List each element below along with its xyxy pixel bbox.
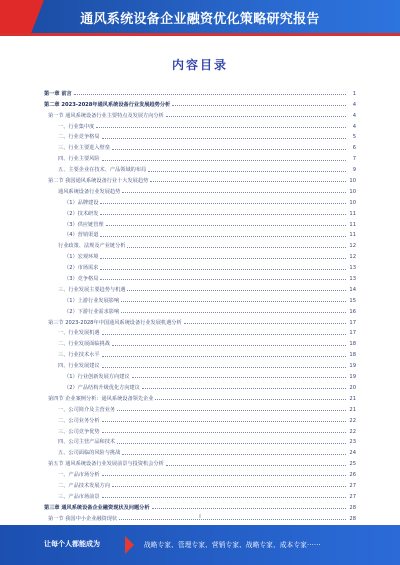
toc-entry[interactable]: [44, 402, 356, 413]
toc-leader-dots: [102, 432, 346, 433]
toc-leader-dots: [122, 454, 346, 455]
toc-entry[interactable]: [44, 184, 356, 195]
toc-entry-label: （4）营销渠道: [64, 232, 99, 239]
toc-entry-label: 三、行业发展主要趋势与机遇: [58, 286, 126, 293]
toc-entry-page: 17: [349, 330, 356, 337]
toc-entry-page: 13: [349, 276, 356, 283]
toc-entry-label: 四、公司主营产品和技术: [58, 439, 116, 446]
toc-entry[interactable]: [44, 435, 356, 446]
toc-entry-label: （1）上游行业发展影响: [64, 297, 120, 304]
toc-entry-label: 三、行业技术水平: [58, 352, 100, 359]
toc-entry-page: 7: [352, 156, 356, 163]
toc-entry-label: （2）市场需求: [64, 265, 99, 272]
toc-entry[interactable]: [44, 358, 356, 369]
toc-entry-label: 三、行业主要进入壁垒: [58, 145, 110, 152]
toc-entry[interactable]: [44, 195, 356, 206]
toc-entry[interactable]: [44, 108, 356, 119]
toc-entry-page: 28: [349, 515, 356, 522]
toc-entry[interactable]: [44, 86, 356, 97]
header-stripe: [0, 33, 400, 36]
toc-entry[interactable]: [44, 336, 356, 347]
toc-entry-label: 三、产品市场前景: [58, 493, 100, 500]
toc-entry-label: 一、公司简介及主营业务: [58, 406, 116, 413]
toc-leader-dots: [184, 323, 346, 324]
toc-entry-page: 27: [349, 482, 356, 489]
toc-entry[interactable]: [44, 478, 356, 489]
toc-leader-dots: [112, 345, 346, 346]
toc-entry[interactable]: [44, 162, 356, 173]
toc-entry-label: 第三节 2023-2028年中国通风系统设备行业发展机遇分析: [48, 319, 182, 326]
toc-entry[interactable]: [44, 500, 356, 511]
toc-entry-page: 18: [349, 341, 356, 348]
toc-entry[interactable]: [44, 271, 356, 282]
toc-entry-label: 四、行业主要风险: [58, 156, 100, 163]
toc-entry-label: 第一节 通风系统设备行业主要特点及发展方向分析: [48, 112, 164, 119]
toc-entry-page: 11: [349, 210, 356, 217]
toc-entry-label: 二、行业竞争格局: [58, 134, 100, 141]
toc-entry-page: 15: [349, 297, 356, 304]
toc-entry-label: 二、公司业务分析: [58, 417, 100, 424]
toc-entry[interactable]: [44, 326, 356, 337]
toc-leader-dots: [166, 465, 346, 466]
toc-entry[interactable]: [44, 424, 356, 435]
toc-entry-page: 11: [349, 221, 356, 228]
toc-entry[interactable]: [44, 315, 356, 326]
toc-heading: 内容目录: [171, 58, 228, 72]
toc-leader-dots: [102, 334, 346, 335]
toc-entry-label: （2）下游行业需求影响: [64, 308, 120, 315]
toc-leader-dots: [122, 192, 346, 193]
toc-entry[interactable]: [44, 413, 356, 424]
toc-entry-page: 5: [352, 134, 356, 141]
toc-entry-page: 26: [349, 472, 356, 479]
toc-entry-label: 行业政策、法规及产业链分析: [58, 243, 126, 250]
toc-entry[interactable]: [44, 140, 356, 151]
toc-entry[interactable]: [44, 282, 356, 293]
toc-entry-page: 19: [349, 363, 356, 370]
toc-entry-page: 14: [349, 286, 356, 293]
toc-leader-dots: [152, 508, 346, 509]
toc-entry-label: 二、产品技术发展方向: [58, 482, 110, 489]
toc-entry[interactable]: [44, 380, 356, 391]
report-title: 通风系统设备企业融资优化策略研究报告: [80, 12, 320, 27]
toc-entry-label: 一、产品市场分析: [58, 472, 100, 479]
table-of-contents: [44, 86, 356, 522]
page-number: I: [199, 514, 201, 520]
toc-entry-label: 通风系统设备行业发展趋势: [58, 188, 121, 195]
toc-entry-page: 22: [349, 428, 356, 435]
toc-entry[interactable]: [44, 249, 356, 260]
toc-leader-dots: [166, 116, 346, 117]
toc-leader-dots: [127, 247, 346, 248]
toc-entry-label: （3）竞争格局: [64, 276, 99, 283]
toc-entry-page: 12: [349, 254, 356, 261]
toc-entry-page: 17: [349, 319, 356, 326]
toc-entry-label: 第二节 我国通风系统设备行业十大发展趋势: [48, 178, 149, 185]
toc-entry[interactable]: [44, 489, 356, 500]
toc-entry-label: （1）宏观环境: [64, 254, 99, 261]
toc-entry-page: 21: [349, 406, 356, 413]
toc-entry-label: 三、公司竞争优势: [58, 428, 100, 435]
toc-leader-dots: [117, 443, 346, 444]
toc-entry-page: 19: [349, 374, 356, 381]
toc-entry[interactable]: [44, 217, 356, 228]
toc-leader-dots: [148, 171, 346, 172]
toc-leader-dots: [127, 290, 346, 291]
toc-entry-page: 18: [349, 352, 356, 359]
toc-entry-page: 10: [349, 178, 356, 185]
toc-entry-page: 12: [349, 243, 356, 250]
toc-entry-page: 11: [349, 232, 356, 239]
toc-entry-page: 9: [352, 167, 356, 174]
toc-leader-dots: [150, 181, 346, 182]
toc-leader-dots: [142, 388, 346, 389]
toc-leader-dots: [102, 421, 346, 422]
toc-leader-dots: [102, 497, 346, 498]
toc-entry-page: 4: [352, 101, 356, 108]
toc-entry-label: 第三章 通风系统设备企业融资现状及问题分析: [44, 504, 150, 511]
toc-entry-label: （1）品牌建设: [64, 199, 99, 206]
toc-entry[interactable]: [44, 456, 356, 467]
toc-entry[interactable]: [44, 228, 356, 239]
toc-entry-page: 16: [349, 308, 356, 315]
toc-entry[interactable]: [44, 445, 356, 456]
toc-entry-page: 25: [349, 461, 356, 468]
toc-entry-label: （1）行业创新发展方向建议: [64, 374, 130, 381]
toc-entry-label: 第五节 通风系统设备行业发展前景与投资机会分析: [48, 461, 164, 468]
toc-leader-dots: [112, 149, 346, 150]
toc-entry[interactable]: [44, 369, 356, 380]
toc-entry[interactable]: [44, 238, 356, 249]
toc-entry-label: 第一章 前言: [44, 90, 72, 97]
report-header: [0, 0, 400, 36]
toc-entry-label: （2）技术研发: [64, 210, 99, 217]
toc-leader-dots: [112, 486, 346, 487]
toc-leader-dots: [102, 367, 346, 368]
toc-entry-page: 4: [352, 123, 356, 130]
toc-entry[interactable]: [44, 206, 356, 217]
toc-entry-page: 24: [349, 450, 356, 457]
toc-leader-dots: [96, 127, 346, 128]
toc-entry-label: 五、主要企业在技术、产品领域的布局: [58, 167, 147, 174]
toc-entry[interactable]: [44, 130, 356, 141]
toc-entry-label: （2）产品结构升级优化方向建议: [64, 384, 140, 391]
toc-entry-label: 五、公司面临的风险与挑战: [58, 450, 121, 457]
toc-leader-dots: [102, 356, 346, 357]
toc-entry-label: （3）供应链管理: [64, 221, 104, 228]
toc-leader-dots: [74, 94, 346, 95]
toc-entry-label: 一、行业集中度: [58, 123, 95, 130]
toc-leader-dots: [172, 105, 346, 106]
toc-entry[interactable]: [44, 173, 356, 184]
toc-leader-dots: [100, 203, 346, 204]
toc-leader-dots: [121, 301, 346, 302]
toc-entry-page: 22: [349, 417, 356, 424]
arrow-right-icon: [125, 536, 134, 554]
toc-entry-label: 第四节 企业案例分析：通风系统设备领先企业: [48, 395, 154, 402]
toc-entry-page: 20: [349, 384, 356, 391]
toc-entry-page: 1: [352, 90, 356, 97]
toc-leader-dots: [121, 312, 346, 313]
toc-entry[interactable]: [44, 119, 356, 130]
toc-entry-page: 10: [349, 188, 356, 195]
toc-entry-page: 21: [349, 395, 356, 402]
toc-entry-page: 6: [352, 145, 356, 152]
toc-leader-dots: [155, 399, 346, 400]
toc-entry[interactable]: [44, 151, 356, 162]
toc-entry-label: 二、行业发展面临挑战: [58, 341, 110, 348]
toc-leader-dots: [102, 160, 346, 161]
toc-entry-label: 一、行业发展机遇: [58, 330, 100, 337]
toc-leader-dots: [100, 214, 346, 215]
toc-leader-dots: [100, 279, 346, 280]
toc-entry-page: 13: [349, 265, 356, 272]
toc-leader-dots: [100, 269, 346, 270]
toc-entry[interactable]: [44, 97, 356, 108]
toc-entry[interactable]: [44, 467, 356, 478]
toc-entry-page: 27: [349, 493, 356, 500]
toc-entry-label: 第一节 我国中小企业融资现状: [48, 515, 118, 522]
toc-entry-label: 四、行业发展建议: [58, 363, 100, 370]
toc-leader-dots: [132, 377, 346, 378]
toc-leader-dots: [100, 236, 346, 237]
toc-entry[interactable]: [44, 304, 356, 315]
toc-leader-dots: [102, 475, 346, 476]
toc-leader-dots: [117, 410, 346, 411]
toc-entry-page: 28: [349, 504, 356, 511]
footer-slogan-left: 让每个人都能成为: [44, 540, 100, 548]
toc-entry-label: 第二章 2023-2028年通风系统设备行业发展趋势分析: [44, 101, 171, 108]
toc-leader-dots: [106, 225, 346, 226]
toc-entry-page: 23: [349, 439, 356, 446]
toc-leader-dots: [102, 138, 346, 139]
toc-entry[interactable]: [44, 391, 356, 402]
toc-entry-page: 4: [352, 112, 356, 119]
toc-entry[interactable]: [44, 347, 356, 358]
toc-entry[interactable]: [44, 293, 356, 304]
toc-entry[interactable]: [44, 260, 356, 271]
toc-leader-dots: [100, 258, 346, 259]
toc-entry-page: 10: [349, 199, 356, 206]
report-footer: [0, 525, 400, 565]
footer-slogan-right: 战略专家、管理专家、营销专家、战略专家、成本专家······: [144, 541, 321, 549]
